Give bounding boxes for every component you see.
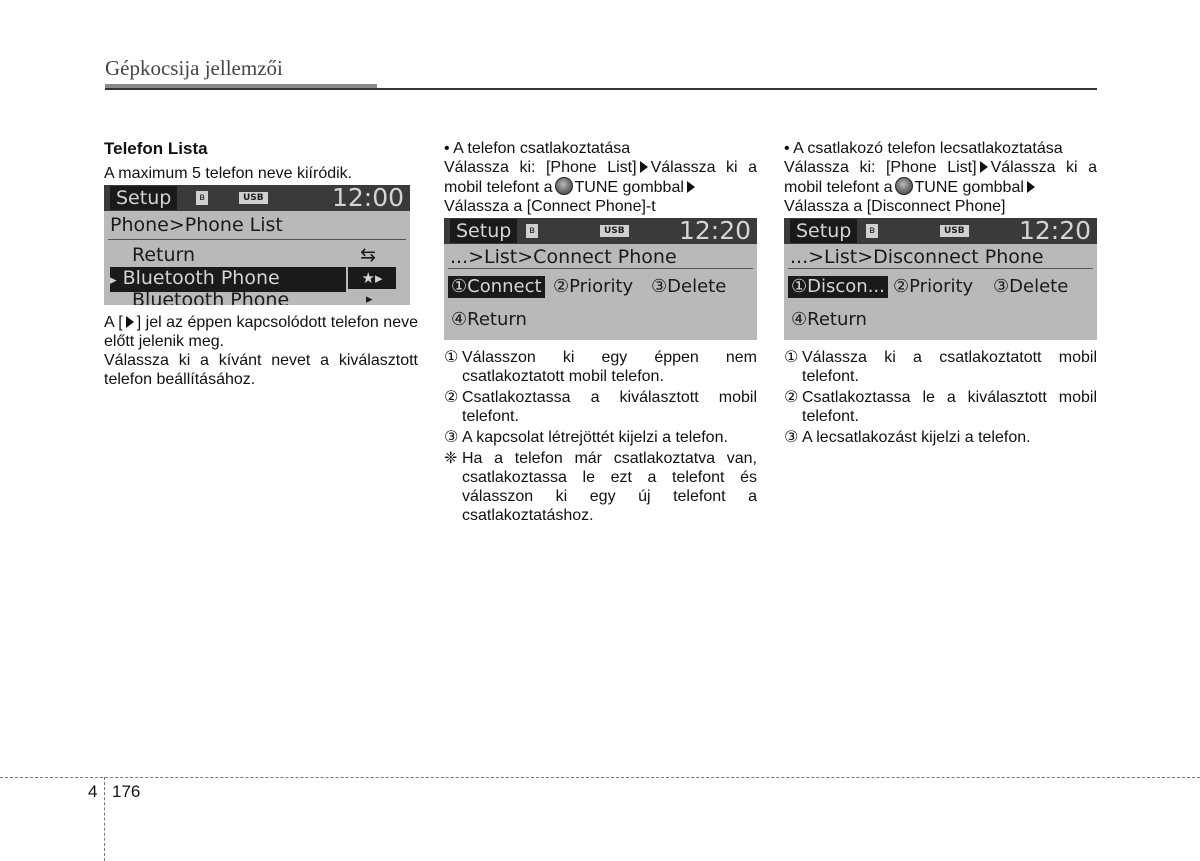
- lcd-screen-phone-list: [104, 185, 410, 305]
- triangle-right-icon: [687, 181, 695, 193]
- instruction-text: TUNE gombbal: [574, 179, 684, 196]
- return-icon: ⇆: [360, 244, 376, 266]
- lcd-setup-label: Setup: [110, 186, 177, 210]
- triangle-right-icon: [640, 161, 648, 173]
- step-text: A lecsatlakozást kijelzi a telefon.: [802, 429, 1031, 446]
- usb-icon: USB: [600, 225, 629, 237]
- option-delete: ③Delete: [651, 276, 727, 297]
- paragraph-text-start: A [: [104, 314, 123, 331]
- bullet-heading: • A telefon csatlakoztatása: [444, 140, 631, 157]
- option-connect: ①Connect: [448, 276, 545, 298]
- lcd-item-label: Bluetooth Phone: [122, 267, 280, 289]
- header-rule: [105, 88, 1097, 90]
- column-disconnect-phone: [784, 139, 1097, 449]
- chapter-number: 4: [88, 782, 98, 801]
- step-text: Csatlakoztassa le a kiválasztott mobil telefont.: [802, 389, 1097, 425]
- instruction-text: TUNE gombbal: [914, 179, 1024, 196]
- section-heading: Telefon Lista: [104, 139, 208, 158]
- option-return: ④Return: [451, 309, 527, 330]
- step-number: ①: [784, 349, 799, 366]
- lcd-setup-label: Setup: [450, 219, 517, 243]
- footer-vertical-dashed-rule: [104, 777, 105, 861]
- step-number: ③: [444, 429, 459, 446]
- lcd-path: ...>List>Disconnect Phone: [790, 246, 1044, 268]
- star-icon: ★▸: [348, 267, 396, 289]
- instruction-text: Válassza a [Connect Phone]-t: [444, 198, 656, 215]
- lcd-setup-label: Setup: [790, 219, 857, 243]
- note-text: Ha a telefon már csatlakoztatva van, csatlakoztassa le ezt a telefont és válasszon ki egy új telefont a csatlakoztatáshoz.: [462, 450, 757, 524]
- lcd-item-bluetooth-phone: Bluetooth Phone: [132, 289, 290, 305]
- step-item: [784, 428, 1097, 447]
- step-text: Válasszon ki egy éppen nem csatlakoztatott mobil telefon.: [462, 349, 757, 385]
- tune-knob-icon: [555, 177, 573, 195]
- lcd-divider: [788, 268, 1093, 269]
- lcd-divider: [448, 268, 753, 269]
- bullet-heading: • A csatlakozó telefon lecsatlakoztatása: [784, 140, 1063, 157]
- arrow-right-icon: ▸: [366, 292, 373, 305]
- step-item: [784, 348, 1097, 386]
- instructions: [444, 158, 757, 216]
- bluetooth-icon: ʙ: [526, 224, 538, 238]
- paragraph-select: Válassza ki a kívánt nevet a kiválasztott telefon beállításához.: [104, 352, 418, 388]
- lcd-path: ...>List>Connect Phone: [450, 246, 677, 268]
- step-text: Válassza ki a csatlakoztatott mobil telefont.: [802, 349, 1097, 385]
- step-number: ③: [784, 429, 799, 446]
- instruction-text: Válassza ki: [Phone List]: [444, 159, 637, 176]
- step-text: A kapcsolat létrejöttét kijelzi a telefon.: [462, 429, 728, 446]
- paragraph-text-end: ] jel az éppen kapcsolódott telefon neve előtt jelenik meg.: [104, 314, 418, 350]
- column-phone-list: [104, 139, 418, 389]
- page-header-title: Gépkocsija jellemzői: [105, 56, 283, 80]
- instruction-text: Válassza ki: [Phone List]: [784, 159, 977, 176]
- triangle-right-icon: [1027, 181, 1035, 193]
- option-disconnect: ①Discon...: [788, 276, 888, 298]
- bluetooth-icon: ʙ: [196, 191, 208, 205]
- tune-knob-icon: [895, 177, 913, 195]
- step-item: [444, 388, 757, 426]
- step-item: [444, 428, 757, 447]
- triangle-right-icon: [980, 161, 988, 173]
- lcd-clock: 12:00: [331, 185, 404, 212]
- lcd-clock: 12:20: [1018, 218, 1091, 245]
- step-item: [444, 348, 757, 386]
- option-return: ④Return: [791, 309, 867, 330]
- lcd-screen-disconnect-phone: [784, 218, 1097, 340]
- lcd-item-return: Return: [132, 244, 196, 266]
- lcd-clock: 12:20: [678, 218, 751, 245]
- instruction-text: Válassza a [Disconnect Phone]: [784, 198, 1006, 215]
- step-number: ①: [444, 349, 459, 366]
- step-number: ②: [444, 389, 459, 406]
- intro-text: A maximum 5 telefon neve kiíródik.: [104, 165, 353, 182]
- instruction-text: Válassza ki a mobil telefont a: [444, 159, 758, 196]
- triangle-right-icon: [126, 316, 134, 328]
- usb-icon: USB: [239, 192, 268, 204]
- option-priority: ②Priority: [893, 276, 974, 297]
- step-item: [784, 388, 1097, 426]
- bluetooth-icon: ʙ: [866, 224, 878, 238]
- step-text: Csatlakoztassa a kiválasztott mobil telefont.: [462, 389, 757, 425]
- footer-dashed-rule: [0, 777, 1200, 778]
- lcd-screen-connect-phone: [444, 218, 757, 340]
- usb-icon: USB: [940, 225, 969, 237]
- option-priority: ②Priority: [553, 276, 634, 297]
- column-connect-phone: [444, 139, 757, 527]
- instruction-text: Válassza ki a mobil telefont a: [784, 159, 1098, 196]
- page-number: 176: [112, 782, 141, 801]
- note-item: [444, 449, 757, 525]
- paragraph-indicator: [104, 313, 418, 351]
- option-delete: ③Delete: [993, 276, 1069, 297]
- step-number: ②: [784, 389, 799, 406]
- note-icon: ❈: [444, 450, 458, 467]
- lcd-divider: [108, 239, 406, 240]
- lcd-path: Phone>Phone List: [110, 214, 283, 236]
- selection-arrow-icon: ▸: [110, 273, 117, 288]
- instructions: [784, 158, 1097, 216]
